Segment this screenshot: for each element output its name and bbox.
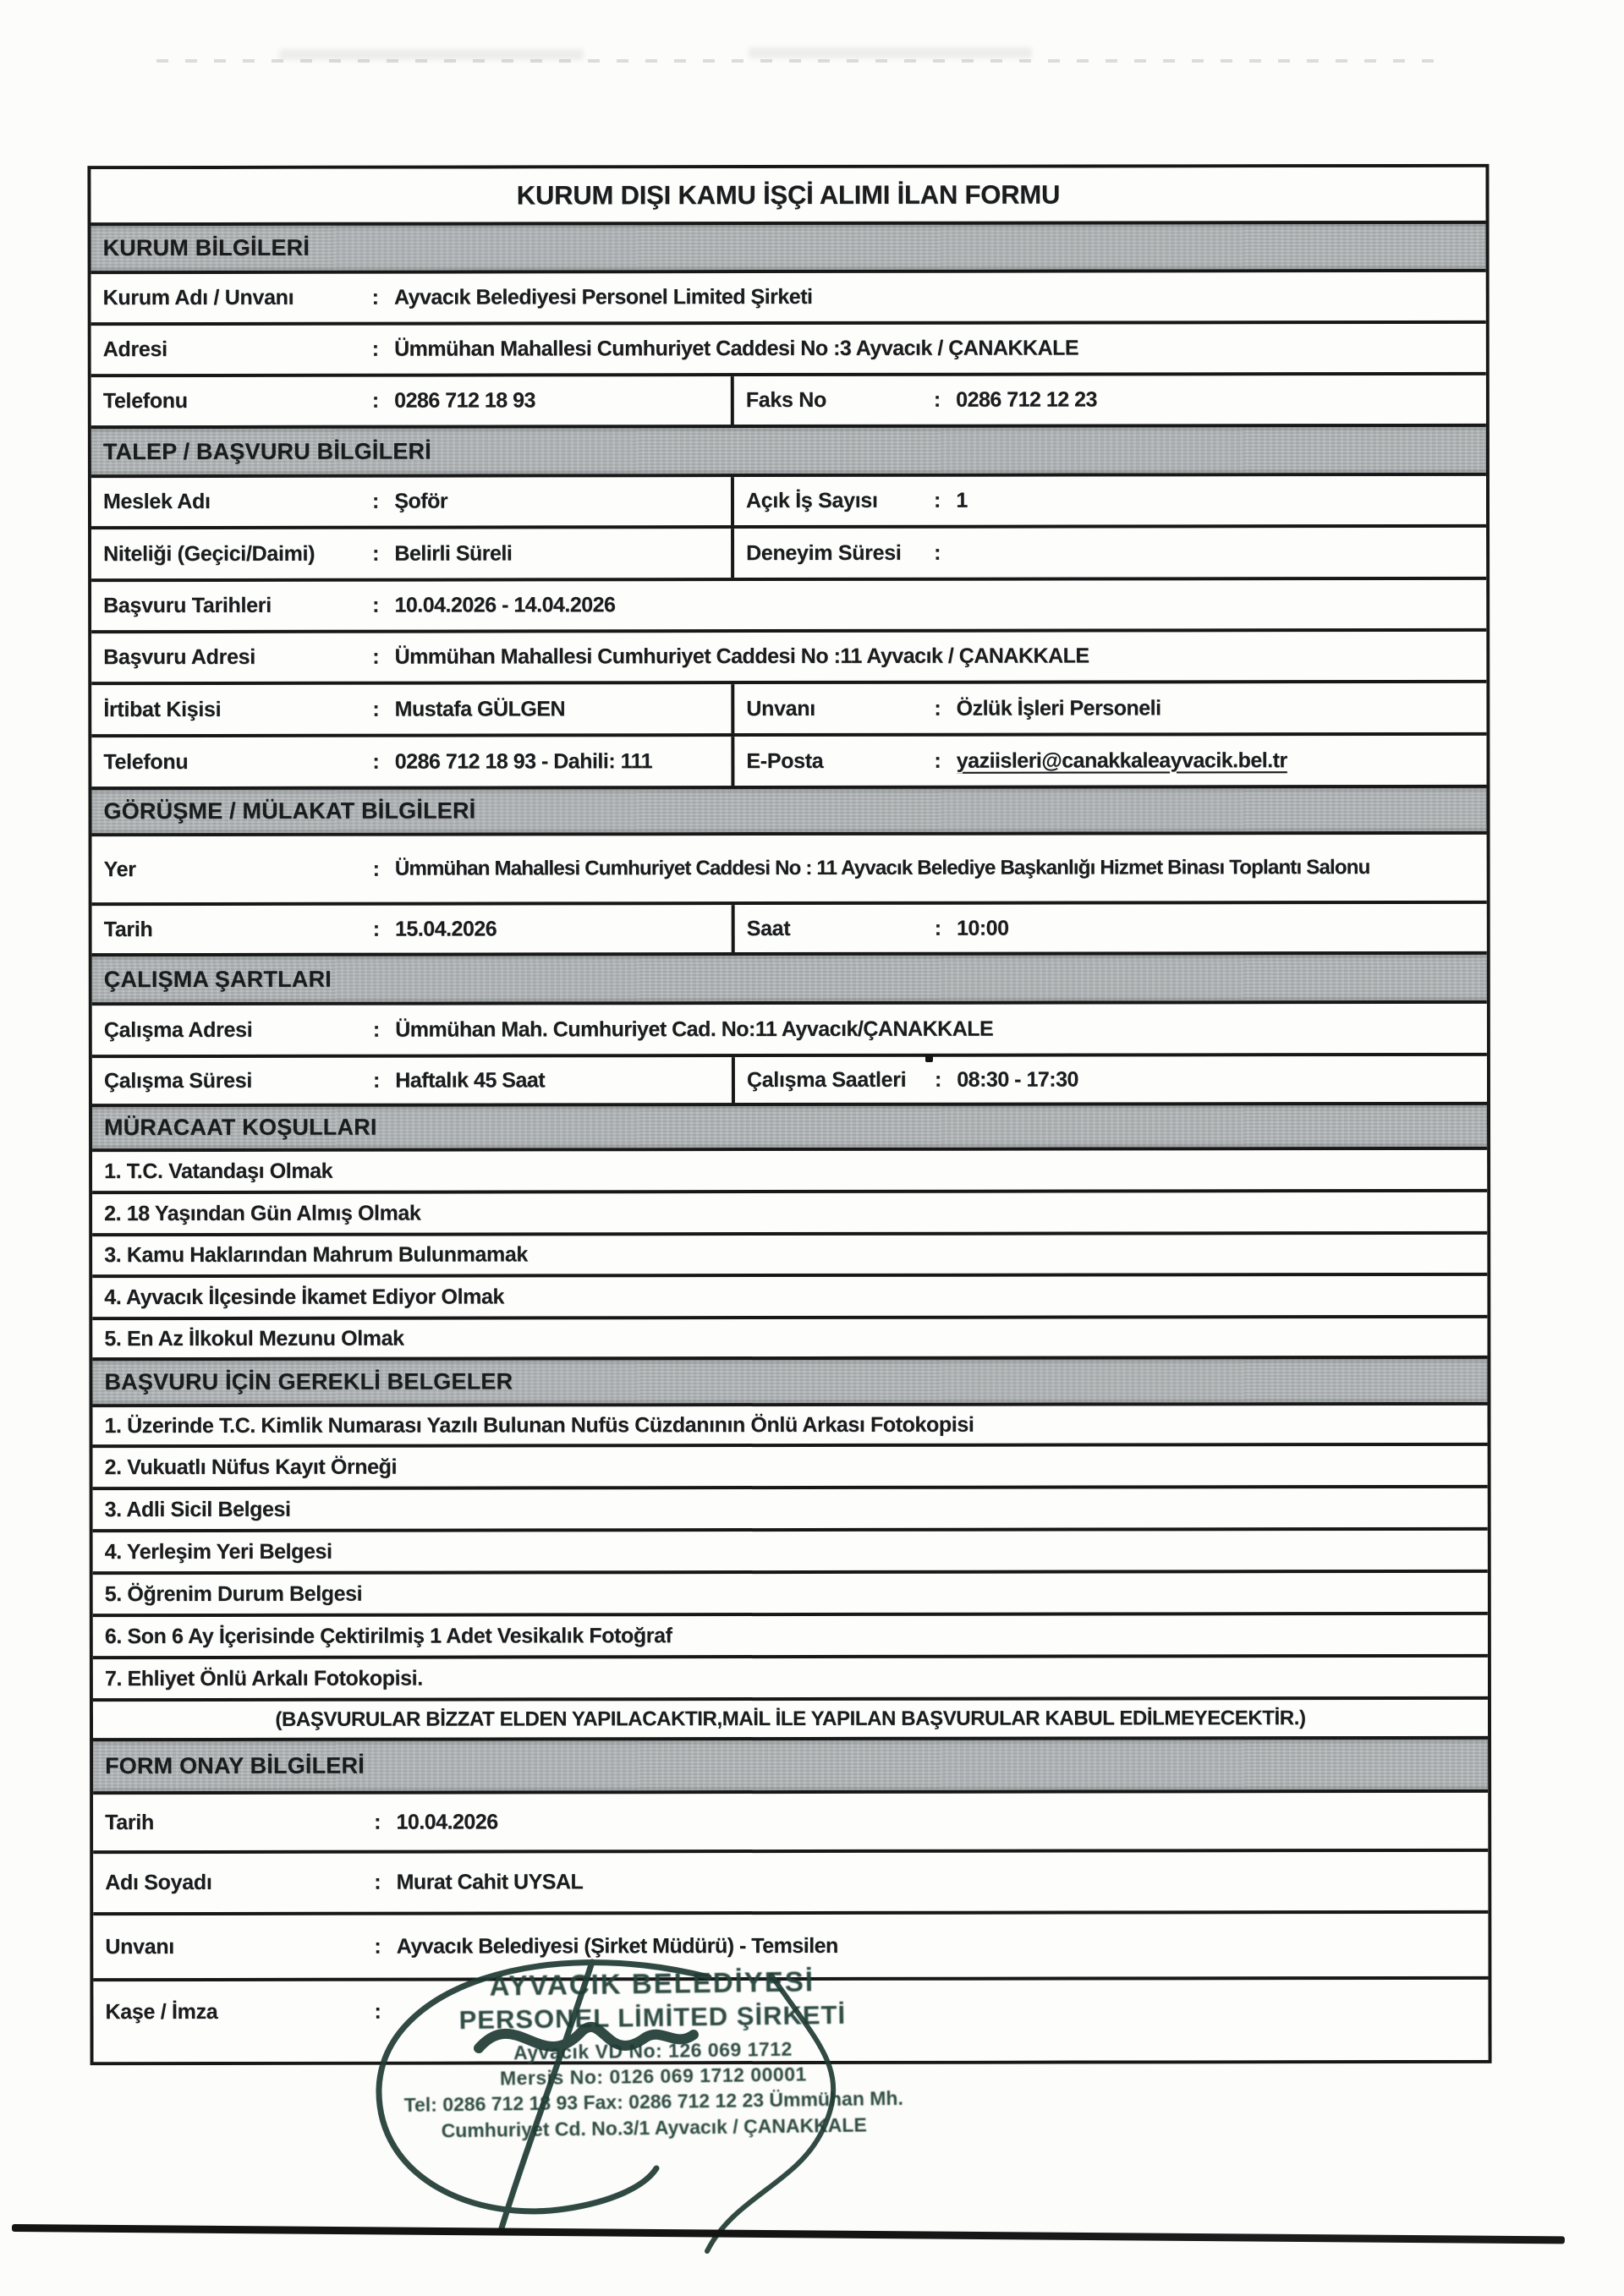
colon: : — [934, 696, 941, 721]
field-label-saat: Saat — [746, 916, 791, 940]
list-item: 4. Yerleşim Yeri Belgesi — [104, 1539, 332, 1564]
section-header-calisma-sartlari — [92, 951, 1487, 1002]
list-item-row — [92, 1189, 1487, 1233]
field-label-irtibat-kisisi: İrtibat Kişisi — [103, 697, 222, 721]
field-label-calisma-adresi: Çalışma Adresi — [103, 1017, 253, 1042]
row-calisma-suresi-saatleri — [92, 1053, 1487, 1104]
row-adi-soyadi — [93, 1849, 1488, 1912]
field-value-irtibat-kisisi: Mustafa GÜLGEN — [394, 696, 566, 721]
row-calisma-adresi — [92, 1000, 1487, 1055]
colon: : — [933, 387, 941, 412]
colon: : — [372, 541, 380, 566]
field-value-telefonu-irtibat: 0286 712 18 93 - Dahili: 111 — [394, 748, 653, 774]
list-item-row — [92, 1147, 1487, 1191]
field-label-niteligi: Niteliği (Geçici/Daimi) — [103, 541, 315, 566]
colon: : — [372, 1068, 381, 1093]
list-item-row — [92, 1231, 1487, 1274]
scan-artifact-line — [12, 2224, 1565, 2244]
field-label-unvani-irtibat: Unvanı — [746, 696, 815, 721]
field-label-unvani-onay: Unvanı — [105, 1934, 174, 1959]
stamp-line-3: Ayvacık VD No: 126 069 1712 — [513, 2037, 793, 2064]
section-header-muracaat-kosullari — [92, 1102, 1487, 1148]
row-onay-tarih — [93, 1789, 1488, 1850]
list-item: 3. Kamu Haklarından Mahrum Bulunmamak — [104, 1242, 528, 1268]
row-kurum-adi — [91, 269, 1486, 322]
list-item: 2. 18 Yaşından Gün Almış Olmak — [104, 1201, 421, 1225]
field-label-telefonu: Telefonu — [102, 388, 188, 414]
section-heading: BAŞVURU İÇİN GEREKLİ BELGELER — [104, 1368, 513, 1395]
field-value-onay-tarih: 10.04.2026 — [396, 1809, 498, 1834]
section-header-kurum-bilgileri — [91, 221, 1486, 271]
field-value-eposta: yaziisleri@canakkaleayvacik.bel.tr — [956, 748, 1287, 773]
row-meslek-adi — [91, 473, 1486, 526]
colon: : — [374, 1999, 381, 2024]
colon: : — [371, 489, 380, 513]
stamp-line-6: Cumhuriyet Cd. No.3/1 Ayvacık / ÇANAKKALE — [441, 2113, 867, 2142]
colon: : — [372, 697, 380, 721]
list-item-row — [93, 1654, 1488, 1698]
list-item-row — [93, 1570, 1488, 1614]
field-value-saat: 10:00 — [957, 916, 1009, 940]
section-heading: KURUM BİLGİLERİ — [102, 234, 310, 261]
field-label-adi-soyadi: Adı Soyadı — [105, 1870, 212, 1895]
field-label-calisma-saatleri: Çalışma Saatleri — [746, 1067, 907, 1092]
colon: : — [372, 1017, 381, 1042]
field-label-calisma-suresi: Çalışma Süresi — [103, 1068, 253, 1093]
row-tarih-saat — [92, 901, 1487, 953]
colon: : — [371, 388, 380, 413]
field-label-kase-imza: Kaşe / İmza — [105, 1999, 218, 2025]
list-item: 4. Ayvacık İlçesinde İkamet Ediyor Olmak — [104, 1284, 505, 1309]
scan-artifact-dotted-line — [156, 59, 1442, 63]
field-value-telefonu: 0286 712 18 93 — [394, 388, 535, 413]
stamp-line-2: PERSONEL LİMİTED ŞİRKETİ — [458, 1999, 847, 2036]
colon: : — [933, 488, 941, 512]
scan-artifact-dot — [925, 1055, 933, 1062]
list-item-row — [93, 1612, 1488, 1656]
field-value-faks-no: 0286 712 12 23 — [956, 387, 1097, 412]
row-yer — [92, 831, 1487, 902]
field-label-telefonu-irtibat: Telefonu — [103, 749, 189, 774]
list-item: 5. Öğrenim Durum Belgesi — [104, 1581, 363, 1606]
list-item: 3. Adli Sicil Belgesi — [104, 1497, 291, 1521]
company-stamp — [381, 1964, 925, 2145]
field-value-acik-is-sayisi: 1 — [956, 488, 968, 512]
field-value-adresi: Ümmühan Mahallesi Cumhuriyet Caddesi No :3 Ayvacık / ÇANAKKALE — [394, 336, 1079, 361]
row-telefonu-faks — [91, 372, 1486, 425]
row-niteligi — [91, 524, 1486, 578]
row-basvuru-tarihleri — [91, 577, 1486, 630]
field-label-adresi: Adresi — [102, 337, 167, 362]
field-label-acik-is-sayisi: Açık İş Sayısı — [745, 488, 878, 513]
field-value-unvani-onay: Ayvacık Belediyesi (Şirket Müdürü) - Temsilen — [396, 1933, 838, 1959]
field-label-meslek-adi: Meslek Adı — [102, 489, 211, 514]
row-telefonu-eposta — [91, 732, 1486, 786]
field-value-meslek-adi: Şoför — [394, 489, 448, 513]
section-header-gorusme-mulakat — [91, 785, 1486, 833]
field-value-mulakat-tarih: 15.04.2026 — [395, 916, 497, 941]
row-adresi — [91, 321, 1486, 374]
section-header-form-onay — [93, 1736, 1488, 1791]
section-heading: FORM ONAY BİLGİLERİ — [105, 1752, 365, 1779]
colon: : — [934, 1067, 942, 1092]
colon: : — [372, 593, 380, 617]
stamp-line-4: Mersis No: 0126 069 1712 00001 — [499, 2063, 807, 2090]
form-table — [87, 164, 1491, 2065]
field-label-eposta: E-Posta — [746, 748, 824, 773]
colon: : — [371, 337, 380, 361]
row-basvuru-adresi — [91, 628, 1486, 682]
colon: : — [934, 916, 942, 940]
field-label-basvuru-adresi: Başvuru Adresi — [103, 644, 255, 670]
list-item-row — [92, 1315, 1487, 1357]
list-item: 5. En Az İlkokul Mezunu Olmak — [104, 1326, 404, 1351]
stamp-line-1: AYVACIK BELEDİYESİ — [489, 1965, 815, 2002]
field-value-kurum-adi: Ayvacık Belediyesi Personel Limited Şirketi — [393, 284, 813, 310]
field-label-kurum-adi: Kurum Adı / Unvanı — [102, 285, 294, 310]
section-heading: MÜRACAAT KOŞULLARI — [103, 1114, 377, 1141]
field-value-calisma-suresi: Haftalık 45 Saat — [395, 1067, 546, 1093]
list-item: 2. Vukuatlı Nüfus Kayıt Örneği — [104, 1455, 398, 1479]
field-value-basvuru-tarihleri: 10.04.2026 - 14.04.2026 — [394, 593, 616, 617]
field-value-calisma-adresi: Ümmühan Mah. Cumhuriyet Cad. No:11 Ayvacık/ÇANAKKALE — [395, 1016, 994, 1042]
note-row — [93, 1696, 1488, 1738]
stamp-line-5: Tel: 0286 712 18 93 Fax: 0286 712 12 23 Ümmühan Mh. — [403, 2086, 904, 2117]
title-row — [91, 167, 1485, 222]
list-item-row — [93, 1527, 1488, 1571]
form-title: KURUM DIŞI KAMU İŞÇİ ALIMI İLAN FORMU — [516, 179, 1061, 210]
list-item: 1. T.C. Vatandaşı Olmak — [104, 1159, 333, 1183]
field-label-onay-tarih: Tarih — [105, 1810, 154, 1834]
colon: : — [374, 1870, 381, 1894]
field-label-yer: Yer — [103, 857, 136, 881]
section-heading: ÇALIŞMA ŞARTLARI — [103, 966, 332, 992]
field-value-calisma-saatleri: 08:30 - 17:30 — [957, 1067, 1078, 1092]
list-item-row — [92, 1402, 1487, 1444]
section-header-gerekli-belgeler — [92, 1356, 1487, 1404]
scan-smudge — [749, 47, 1032, 58]
colon: : — [372, 857, 380, 881]
field-label-basvuru-tarihleri: Başvuru Tarihleri — [103, 593, 272, 618]
field-value-unvani-irtibat: Özlük İşleri Personeli — [956, 695, 1161, 721]
field-value-basvuru-adresi: Ümmühan Mahallesi Cumhuriyet Caddesi No :11 Ayvacık / ÇANAKKALE — [394, 644, 1089, 669]
section-header-talep-basvuru — [91, 424, 1486, 474]
list-item-row — [92, 1273, 1487, 1317]
field-label-deneyim-suresi: Deneyim Süresi — [746, 540, 902, 565]
list-item-row — [93, 1485, 1488, 1529]
section-heading: GÖRÜŞME / MÜLAKAT BİLGİLERİ — [103, 797, 476, 825]
section-heading: TALEP / BAŞVURU BİLGİLERİ — [102, 438, 431, 464]
field-value-yer: Ümmühan Mahallesi Cumhuriyet Caddesi No : 11 Ayvacık Belediye Başkanlığı Hizmet Binası Toplantı Salonu — [394, 856, 1370, 880]
list-item-row — [93, 1443, 1488, 1487]
row-irtibat-kisisi — [91, 680, 1486, 734]
colon: : — [374, 1934, 381, 1959]
field-label-faks-no: Faks No — [745, 387, 826, 413]
field-label-mulakat-tarih: Tarih — [103, 917, 153, 941]
application-note: (BAŞVURULAR BİZZAT ELDEN YAPILACAKTIR,MAİL İLE YAPILAN BAŞVURULAR KABUL EDİLMEYECEKTİR.) — [275, 1706, 1306, 1731]
colon: : — [371, 285, 379, 310]
list-item: 7. Ehliyet Önlü Arkalı Fotokopisi. — [104, 1666, 423, 1690]
field-value-adi-soyadi: Murat Cahit UYSAL — [396, 1870, 584, 1894]
colon: : — [374, 1810, 381, 1834]
list-item: 6. Son 6 Ay İçerisinde Çektirilmiş 1 Adet Vesikalık Fotoğraf — [104, 1623, 672, 1648]
list-item: 1. Üzerinde T.C. Kimlik Numarası Yazılı Bulunan Nufüs Cüzdanının Önlü Arkası Fotokopisi — [104, 1412, 974, 1438]
colon: : — [372, 917, 381, 941]
colon: : — [934, 540, 941, 565]
field-value-niteligi: Belirli Süreli — [394, 540, 513, 566]
colon: : — [934, 748, 941, 773]
colon: : — [372, 644, 380, 669]
colon: : — [372, 749, 380, 774]
